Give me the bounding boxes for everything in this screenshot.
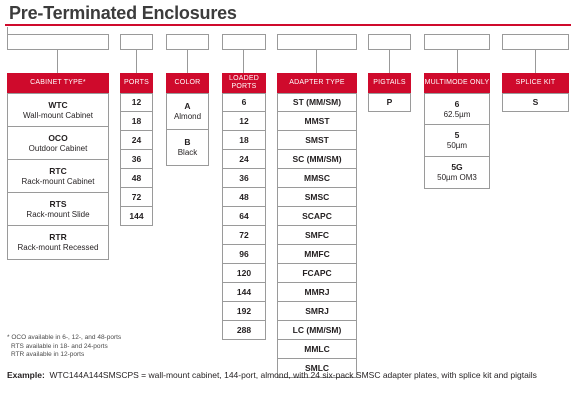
option-code: 120 — [236, 267, 252, 278]
option-code: 12 — [239, 115, 249, 126]
option-desc: 62.5µm — [443, 109, 471, 119]
code-box-cabinet-type — [7, 34, 109, 50]
option-code: 96 — [239, 248, 249, 259]
example-label: Example: — [7, 370, 45, 380]
option-cell — [368, 93, 411, 112]
option-cell — [166, 130, 209, 166]
option-cell — [277, 321, 357, 340]
option-cell — [7, 226, 109, 260]
code-box-color — [166, 34, 209, 50]
option-desc: Rack-mount Slide — [26, 209, 90, 219]
option-code: B — [184, 137, 191, 147]
option-cell — [7, 160, 109, 193]
option-code: RTC — [49, 165, 67, 176]
drop-line — [535, 50, 536, 74]
option-code: SMRJ — [305, 305, 329, 316]
option-code: SCAPC — [302, 210, 332, 221]
option-code: 288 — [236, 324, 252, 335]
option-desc: Rack-mount Recessed — [17, 243, 99, 252]
drop-line — [136, 50, 137, 74]
option-cell — [222, 112, 266, 131]
option-code: 18 — [239, 134, 249, 145]
option-cell — [222, 150, 266, 169]
option-desc: 50µm — [446, 141, 468, 150]
option-cell — [277, 188, 357, 207]
code-box-loaded-ports — [222, 34, 266, 50]
code-box-splice-kit — [502, 34, 569, 50]
column-multimode-only — [424, 93, 490, 189]
header-splice-kit: SPLICE KIT — [502, 73, 569, 93]
option-cell — [277, 169, 357, 188]
option-code: MMFC — [304, 248, 330, 259]
option-cell — [7, 93, 109, 127]
option-cell — [222, 321, 266, 340]
option-code: SMLC — [304, 362, 330, 373]
code-box-multimode — [424, 34, 490, 50]
option-code: MMST — [304, 115, 330, 126]
option-code: RTR — [49, 232, 67, 242]
drop-line — [57, 50, 58, 74]
option-cell — [277, 245, 357, 264]
option-cell — [120, 188, 153, 207]
option-desc: Wall-mount Cabinet — [23, 110, 93, 120]
option-code: 12 — [131, 97, 142, 107]
option-code: SMFC — [304, 229, 330, 240]
option-code: 192 — [236, 305, 252, 316]
column-pigtails — [368, 93, 411, 112]
option-cell — [222, 131, 266, 150]
option-desc: Rack-mount Cabinet — [21, 176, 95, 186]
option-code: 64 — [239, 210, 249, 221]
option-code: 6 — [454, 98, 460, 109]
option-desc: Black — [177, 148, 198, 157]
option-cell — [424, 125, 490, 157]
option-cell — [277, 112, 357, 131]
option-cell — [120, 169, 153, 188]
option-cell — [120, 93, 153, 112]
option-cell — [277, 93, 357, 112]
option-cell — [222, 169, 266, 188]
option-cell — [277, 264, 357, 283]
option-code: 5G — [451, 162, 463, 172]
column-adapter-type — [277, 93, 357, 378]
option-code: FCAPC — [302, 267, 332, 278]
header-color: COLOR — [166, 73, 209, 93]
option-cell — [424, 93, 490, 125]
option-cell — [277, 283, 357, 302]
option-cell — [277, 207, 357, 226]
code-box-adapter-type — [277, 34, 357, 50]
option-cell — [222, 283, 266, 302]
header-ports: PORTS — [120, 73, 153, 93]
example-text: WTC144A144SMSCPS = wall-mount cabinet, 144-port, almond, with 24 six-pack SMSC adapter plates, with splice kit and pigtails — [49, 370, 537, 380]
option-cell — [222, 245, 266, 264]
option-code: 6 — [241, 97, 247, 107]
footnote: RTR available in 12-ports — [11, 351, 85, 359]
option-code: ST (MM/SM) — [292, 97, 342, 107]
option-cell — [277, 226, 357, 245]
option-cell — [222, 207, 266, 226]
option-code: 72 — [239, 229, 249, 240]
option-code: 72 — [131, 191, 142, 202]
header-pigtails: PIGTAILS — [368, 73, 411, 93]
option-cell — [120, 150, 153, 169]
page-title: Pre-Terminated Enclosures — [9, 3, 237, 23]
footnote: RTS available in 18- and 24-ports — [11, 342, 108, 350]
option-code: 24 — [239, 153, 249, 164]
option-cell — [424, 157, 490, 189]
option-code: SC (MM/SM) — [292, 153, 342, 164]
option-code: 5 — [454, 130, 460, 140]
option-cell — [222, 264, 266, 283]
option-code: MMRJ — [304, 286, 330, 297]
option-cell — [120, 112, 153, 131]
option-cell — [166, 93, 209, 130]
option-cell — [222, 93, 266, 112]
option-code: OCO — [48, 132, 68, 143]
header-adapter-type: ADAPTER TYPE — [277, 73, 357, 93]
option-code: LC (MM/SM) — [292, 324, 342, 335]
option-cell — [120, 207, 153, 226]
option-cell — [277, 150, 357, 169]
option-cell — [277, 302, 357, 321]
option-cell — [222, 188, 266, 207]
code-box-pigtails — [368, 34, 411, 50]
option-cell — [120, 131, 153, 150]
header-cabinet-type: CABINET TYPE* — [7, 73, 109, 93]
header-loaded-ports: LOADED PORTS — [222, 73, 266, 93]
option-code: 48 — [239, 191, 249, 202]
column-color — [166, 93, 209, 166]
option-code: S — [532, 97, 539, 107]
option-code: 144 — [236, 286, 252, 297]
option-cell — [277, 131, 357, 150]
option-desc: 50µm OM3 — [437, 173, 477, 182]
option-cell — [7, 193, 109, 226]
option-code: 36 — [131, 153, 142, 164]
option-code: WTC — [48, 99, 68, 110]
footnote: * OCO available in 6-, 12-, and 48-ports — [7, 334, 122, 341]
option-code: 36 — [239, 172, 249, 183]
option-code: MMLC — [304, 343, 330, 354]
option-code: SMSC — [304, 191, 330, 202]
option-code: 48 — [131, 172, 142, 183]
code-box-ports — [120, 34, 153, 50]
option-cell — [7, 127, 109, 160]
drop-line — [389, 50, 390, 74]
column-cabinet-type — [7, 93, 109, 260]
option-desc: Almond — [173, 112, 202, 121]
drop-line — [457, 50, 458, 74]
option-code: 18 — [131, 115, 142, 126]
option-cell — [502, 93, 569, 112]
footnotes — [7, 334, 121, 360]
option-desc: Outdoor Cabinet — [28, 143, 88, 153]
header-multimode-only: MULTIMODE ONLY — [424, 73, 490, 93]
option-code: MMSC — [304, 172, 330, 183]
drop-line — [316, 50, 317, 74]
drop-line — [187, 50, 188, 74]
option-cell — [222, 302, 266, 321]
column-splice-kit — [502, 93, 569, 112]
drop-line — [243, 50, 244, 74]
option-code: 144 — [129, 210, 144, 221]
column-ports — [120, 93, 153, 226]
option-code: 24 — [131, 134, 142, 145]
option-cell — [222, 226, 266, 245]
example-paragraph — [7, 370, 567, 381]
option-code: P — [386, 97, 393, 107]
column-loaded-ports — [222, 93, 266, 340]
option-code: SMST — [305, 134, 329, 145]
option-code: A — [184, 101, 191, 111]
title-rule — [5, 24, 571, 26]
option-cell — [277, 340, 357, 359]
option-code: RTS — [49, 198, 67, 209]
